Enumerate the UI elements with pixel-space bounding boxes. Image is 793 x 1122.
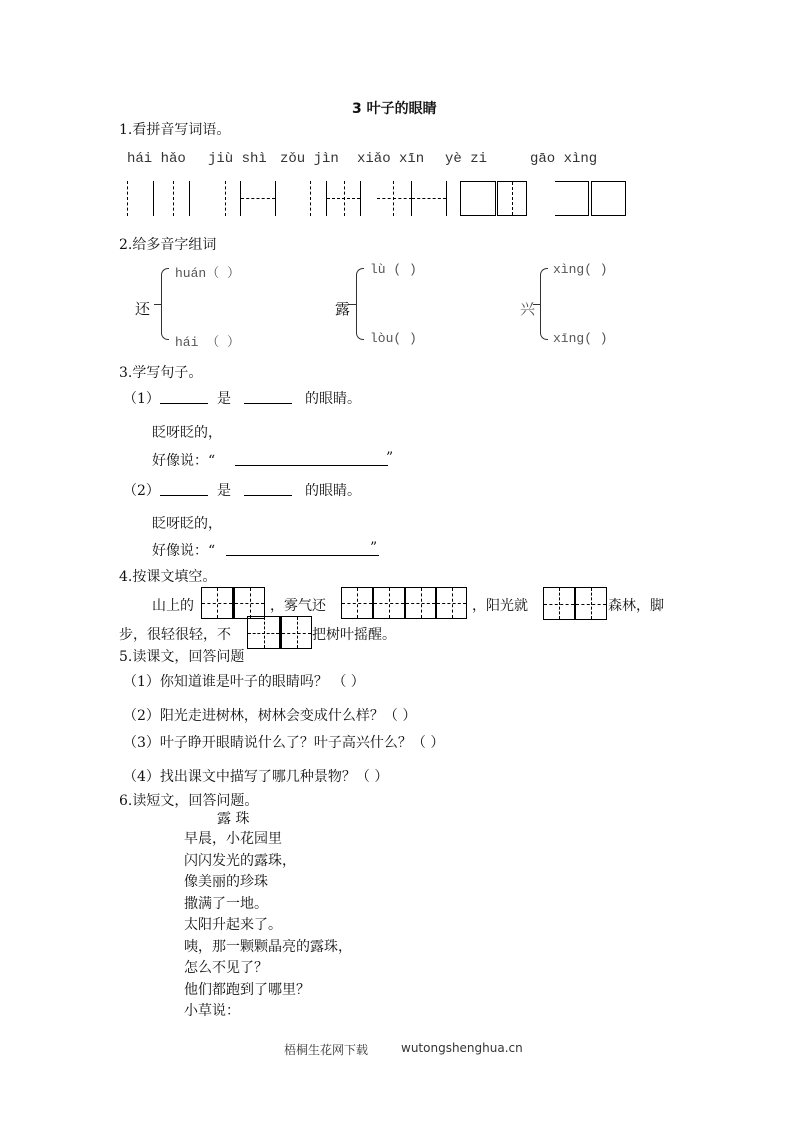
writing-cell[interactable] — [240, 181, 276, 216]
footer-source: 梧桐生花网下载 — [284, 1043, 369, 1057]
writing-cell[interactable] — [543, 587, 575, 620]
grid-line — [393, 181, 395, 216]
grid-line — [153, 181, 155, 216]
fill-blank[interactable] — [160, 481, 208, 496]
writing-cell[interactable] — [405, 587, 436, 619]
pinyin: zǒu jìn — [280, 151, 339, 167]
item-number: （2） — [123, 483, 160, 499]
text-line2: 眨呀眨的， — [152, 425, 222, 441]
text-seg: 把树叶摇醒。 — [312, 627, 396, 643]
brace-notch — [533, 304, 540, 305]
reading-top: xìng( ) — [553, 262, 608, 277]
brace-notch — [349, 304, 356, 305]
question-item: （4）找出课文中描写了哪几种景物？（ ） — [123, 769, 389, 785]
polyphone-char: 兴 — [520, 300, 536, 318]
reading-bottom: hái （ ） — [175, 335, 241, 350]
poem-line: 早晨，小花园里 — [184, 831, 282, 847]
polyphone-char: 还 — [135, 300, 151, 318]
question-item: （3）叶子睁开眼睛说什么了？叶子高兴什么？（ ） — [123, 735, 445, 751]
text-suffix: ” — [370, 540, 378, 556]
poem-line: 他们都跑到了哪里？ — [184, 981, 310, 998]
reading-bottom: lòu( ) — [370, 331, 417, 346]
q4-heading: 4.按课文填空。 — [119, 569, 217, 585]
fill-blank[interactable] — [235, 451, 388, 466]
question-item: （1）你知道谁是叶子的眼睛吗？ （ ） — [123, 674, 365, 690]
writing-cell[interactable] — [555, 181, 589, 216]
brace-icon — [356, 275, 369, 333]
poem-line: 咦，那一颗颗晶亮的露珠， — [184, 938, 352, 955]
grid-line — [173, 181, 175, 216]
poem-line: 小草说： — [184, 1003, 240, 1019]
text-prefix: 好像说：“ — [152, 543, 216, 559]
writing-cell[interactable] — [247, 616, 280, 649]
writing-cell[interactable] — [201, 587, 233, 619]
page-title: 3 叶子的眼睛 — [352, 101, 437, 117]
writing-cell[interactable] — [326, 181, 361, 216]
q6-heading: 6.读短文，回答问题。 — [119, 793, 259, 809]
text-tail: 的眼睛。 — [305, 483, 361, 499]
grid-line — [310, 181, 312, 216]
writing-cell[interactable] — [575, 587, 607, 620]
text-seg: ，雾气还 — [270, 598, 326, 614]
text-seg: 森林，脚 — [608, 598, 664, 614]
writing-cell[interactable] — [497, 181, 527, 216]
text-tail: 的眼睛。 — [305, 391, 361, 407]
grid-line — [225, 181, 227, 216]
pinyin: gāo xìng — [530, 151, 598, 167]
poem-line: 怎么不见了？ — [184, 960, 268, 976]
footer-website-link[interactable]: wutongshenghua.cn — [401, 1041, 523, 1055]
writing-cell[interactable] — [591, 181, 626, 216]
poem-title: 露 珠 — [217, 811, 250, 827]
poem-lines — [184, 829, 352, 1023]
pinyin: hái hǎo — [127, 151, 186, 167]
q5-heading: 5.读课文，回答问题 — [119, 649, 245, 665]
writing-cell[interactable] — [233, 587, 265, 619]
q2-heading: 2.给多音字组词 — [119, 237, 217, 253]
question-item: （2）阳光走进树林，树林会变成什么样？（ ） — [123, 708, 417, 724]
reading-bottom: xīng( ) — [553, 331, 608, 346]
writing-cell[interactable] — [373, 587, 405, 619]
text-is: 是 — [217, 391, 231, 407]
text-seg: 步，很轻很轻，不 — [119, 627, 231, 643]
q3-heading: 3.学写句子。 — [119, 365, 203, 381]
poem-line: 太阳升起来了。 — [184, 917, 282, 933]
reading-top: huán（ ） — [175, 266, 241, 281]
text-seg: ，阳光就 — [472, 598, 528, 614]
text-seg: 山上的 — [152, 598, 194, 614]
text-suffix: ” — [386, 450, 394, 466]
brace-icon — [161, 275, 174, 333]
fill-blank[interactable] — [244, 389, 292, 404]
grid-line — [189, 181, 191, 216]
polyphone-char: 露 — [335, 300, 351, 318]
grid-line — [127, 181, 129, 216]
writing-cell[interactable] — [341, 587, 373, 619]
fill-blank[interactable] — [160, 389, 208, 404]
fill-blank[interactable] — [226, 541, 379, 556]
text-is: 是 — [217, 483, 231, 499]
poem-line: 撒满了一地。 — [184, 895, 268, 912]
reading-top: lù ( ) — [370, 262, 417, 277]
writing-cell[interactable] — [280, 616, 312, 649]
fill-blank[interactable] — [244, 481, 292, 496]
pinyin: xiǎo xīn — [357, 151, 425, 167]
item-number: （1） — [123, 391, 160, 407]
pinyin: yè zi — [445, 151, 488, 167]
writing-cell[interactable] — [460, 181, 496, 216]
writing-cell[interactable] — [436, 587, 467, 619]
writing-cell[interactable] — [411, 181, 447, 216]
brace-icon — [540, 275, 553, 333]
poem-line: 闪闪发光的露珠， — [184, 852, 296, 869]
text-line2: 眨呀眨的， — [152, 516, 222, 532]
brace-notch — [154, 304, 161, 305]
pinyin: jiù shì — [208, 151, 267, 167]
text-prefix: 好像说：“ — [152, 453, 216, 469]
q1-heading: 1.看拼音写词语。 — [119, 122, 231, 138]
poem-line: 像美丽的珍珠 — [184, 874, 268, 890]
